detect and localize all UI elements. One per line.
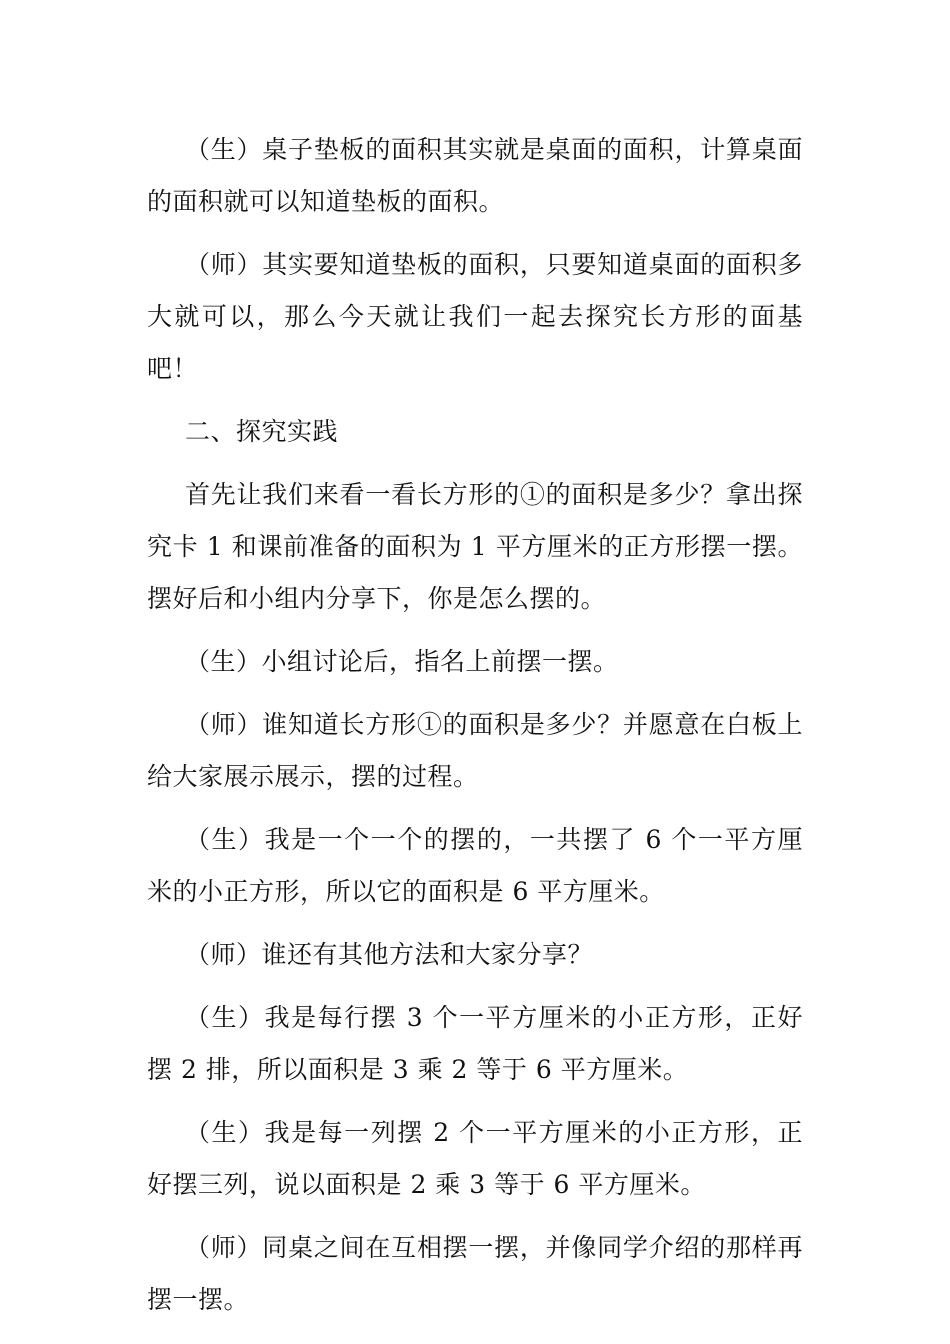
paragraph-student-4: （生）我是每行摆 3 个一平方厘米的小正方形，正好摆 2 排，所以面积是 3 乘 2 等于 6 平方厘米。 [147,1003,803,1084]
paragraph-instruction: 首先让我们来看一看长方形的①的面积是多少？拿出探究卡 1 和课前准备的面积为 1 平方厘米的正方形摆一摆。摆好后和小组内分享下，你是怎么摆的。 [147,480,803,613]
paragraph-student-5: （生）我是每一列摆 2 个一平方厘米的小正方形，正好摆三列，说以面积是 2 乘 3 等于 6 平方厘米。 [147,1118,803,1199]
paragraph-teacher-3: （师）谁还有其他方法和大家分享？ [185,940,594,969]
paragraph-teacher-4: （师）同桌之间在互相摆一摆，并像同学介绍的那样再摆一摆。 [147,1233,803,1314]
paragraph-student-2: （生）小组讨论后，指名上前摆一摆。 [185,647,619,676]
paragraph-teacher-1: （师）其实要知道垫板的面积，只要知道桌面的面积多大就可以，那么今天就让我们一起去探究长方形的面基吧！ [147,250,803,383]
document-body [147,124,803,1337]
paragraph-student-3: （生）我是一个一个的摆的，一共摆了 6 个一平方厘米的小正方形，所以它的面积是 6 平方厘米。 [147,825,803,906]
paragraph-student-1: （生）桌子垫板的面积其实就是桌面的面积，计算桌面的面积就可以知道垫板的面积。 [147,135,803,216]
paragraph-teacher-2: （师）谁知道长方形①的面积是多少？并愿意在白板上给大家展示展示，摆的过程。 [147,710,803,791]
section-heading: 二、探究实践 [185,417,339,446]
